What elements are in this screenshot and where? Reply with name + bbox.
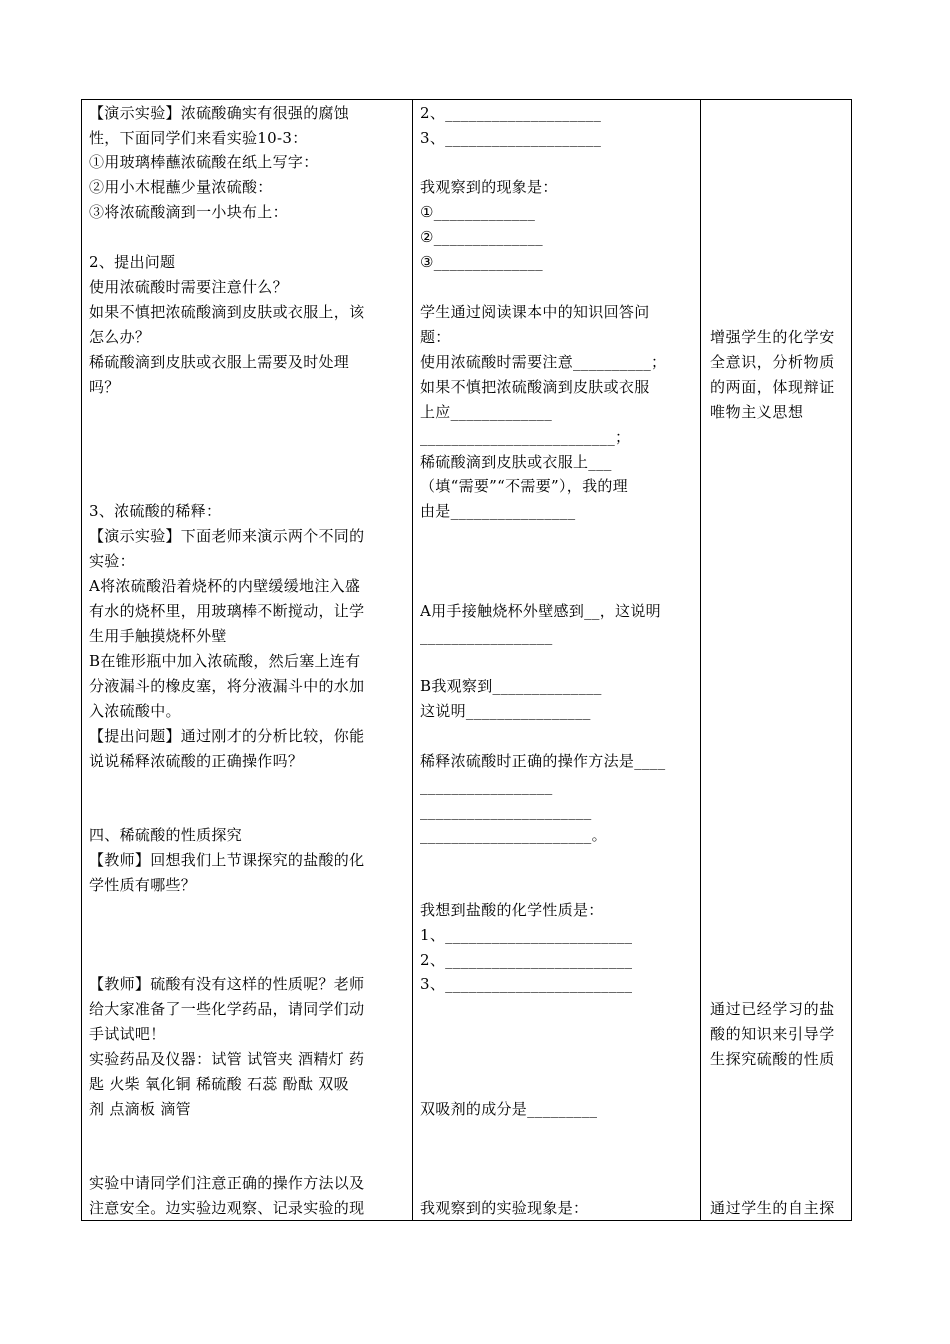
text-line: 使用浓硫酸时需要注意什么？ xyxy=(89,278,288,296)
text-line: 2、____________________ xyxy=(420,104,602,122)
text-line: 实验中请同学们注意正确的操作方法以及 xyxy=(89,1174,365,1192)
text-line: 稀硫酸滴到皮肤或衣服上需要及时处理 xyxy=(89,353,350,371)
text-line: A将浓硫酸沿着烧杯的内壁缓缓地注入盛 xyxy=(89,577,361,595)
text-line: 如果不慎把浓硫酸滴到皮肤或衣服上，该 xyxy=(89,303,365,321)
design-intent-column xyxy=(710,100,846,1220)
text-line: 如果不慎把浓硫酸滴到皮肤或衣服 xyxy=(420,378,650,396)
lesson-plan-table xyxy=(81,99,852,1221)
text-line: 3、____________________ xyxy=(420,129,602,147)
text-line: 使用浓硫酸时需要注意__________； xyxy=(420,353,667,371)
text-line: 通过学生的自主探 xyxy=(710,1199,835,1217)
text-line: 实验药品及仪器：试管 试管夹 酒精灯 药 xyxy=(89,1050,365,1068)
column-divider xyxy=(700,100,701,1220)
text-line: （填“需要”“不需要”），我的理 xyxy=(420,477,628,495)
text-line: ③______________ xyxy=(420,253,543,271)
text-line: 给大家准备了一些化学药品，请同学们动 xyxy=(89,1000,365,1018)
text-line: 3、浓硫酸的稀释： xyxy=(89,502,222,520)
text-line: 全意识，分析物质 xyxy=(710,353,835,371)
text-line: ①_____________ xyxy=(420,203,536,221)
text-line: 生探究硫酸的性质 xyxy=(710,1050,835,1068)
text-line: 【演示实验】浓硫酸确实有很强的腐蚀 xyxy=(89,104,350,122)
text-line: ③将浓硫酸滴到一小块布上： xyxy=(89,203,288,221)
text-line: 我观察到的实验现象是： xyxy=(420,1199,589,1217)
text-line: _________________________； xyxy=(420,428,631,446)
text-line: 酸的知识来引导学 xyxy=(710,1025,835,1043)
text-line: 性，下面同学们来看实验10-3： xyxy=(89,129,308,147)
text-line: 上应_____________ xyxy=(420,403,553,421)
text-line: _________________ xyxy=(420,627,553,645)
text-line: 题： xyxy=(420,328,451,346)
text-line: B我观察到______________ xyxy=(420,677,602,695)
text-line: 这说明________________ xyxy=(420,702,591,720)
text-line: 1、________________________ xyxy=(420,926,633,944)
text-line: 由是________________ xyxy=(420,502,576,520)
student-activity-column xyxy=(420,100,696,1220)
text-line: 四、稀硫酸的性质探究 xyxy=(89,826,243,844)
text-line: 【教师】硫酸有没有这样的性质呢？老师 xyxy=(89,975,365,993)
text-line: 说说稀释浓硫酸的正确操作吗？ xyxy=(89,752,304,770)
text-line: 【演示实验】下面老师来演示两个不同的 xyxy=(89,527,365,545)
text-line: 我观察到的现象是： xyxy=(420,178,558,196)
text-line: 学性质有哪些？ xyxy=(89,876,197,894)
teaching-activity-column xyxy=(89,100,411,1220)
text-line: 手试试吧！ xyxy=(89,1025,166,1043)
text-line: 我想到盐酸的化学性质是： xyxy=(420,901,604,919)
text-line: 唯物主义思想 xyxy=(710,403,804,421)
text-line: ②用小木棍蘸少量浓硫酸： xyxy=(89,178,273,196)
text-line: 实验： xyxy=(89,552,135,570)
text-line: 2、提出问题 xyxy=(89,253,176,271)
text-line: 双吸剂的成分是_________ xyxy=(420,1100,598,1118)
text-line: 生用手触摸烧杯外壁 xyxy=(89,627,227,645)
text-line: 【提出问题】通过刚才的分析比较，你能 xyxy=(89,727,365,745)
text-line: 分液漏斗的橡皮塞，将分液漏斗中的水加 xyxy=(89,677,365,695)
text-line: 有水的烧杯里，用玻璃棒不断搅动，让学 xyxy=(89,602,365,620)
text-line: 通过已经学习的盐 xyxy=(710,1000,835,1018)
text-line: 的两面，体现辩证 xyxy=(710,378,835,396)
text-line: 入浓硫酸中。 xyxy=(89,702,181,720)
text-line: ②______________ xyxy=(420,228,543,246)
text-line: 注意安全。边实验边观察、记录实验的现 xyxy=(89,1199,365,1217)
text-line: ______________________ xyxy=(420,802,592,820)
text-line: A用手接触烧杯外壁感到__，这说明 xyxy=(420,602,661,620)
text-line: 3、________________________ xyxy=(420,975,633,993)
text-line: 剂 点滴板 滴管 xyxy=(89,1100,191,1118)
text-line: 稀硫酸滴到皮肤或衣服上___ xyxy=(420,453,612,471)
text-line: ①用玻璃棒蘸浓硫酸在纸上写字： xyxy=(89,153,319,171)
column-divider xyxy=(412,100,413,1220)
text-line: 匙 火柴 氧化铜 稀硫酸 石蕊 酚酞 双吸 xyxy=(89,1075,349,1093)
text-line: B在锥形瓶中加入浓硫酸，然后塞上连有 xyxy=(89,652,361,670)
text-line: 稀释浓硫酸时正确的操作方法是____ xyxy=(420,752,666,770)
text-line: 学生通过阅读课本中的知识回答问 xyxy=(420,303,650,321)
text-line: 【教师】回想我们上节课探究的盐酸的化 xyxy=(89,851,365,869)
text-line: ______________________。 xyxy=(420,826,607,844)
text-line: 吗？ xyxy=(89,378,120,396)
text-line: _________________ xyxy=(420,777,553,795)
text-line: 2、________________________ xyxy=(420,951,633,969)
text-line: 怎么办？ xyxy=(89,328,151,346)
text-line: 增强学生的化学安 xyxy=(710,328,835,346)
